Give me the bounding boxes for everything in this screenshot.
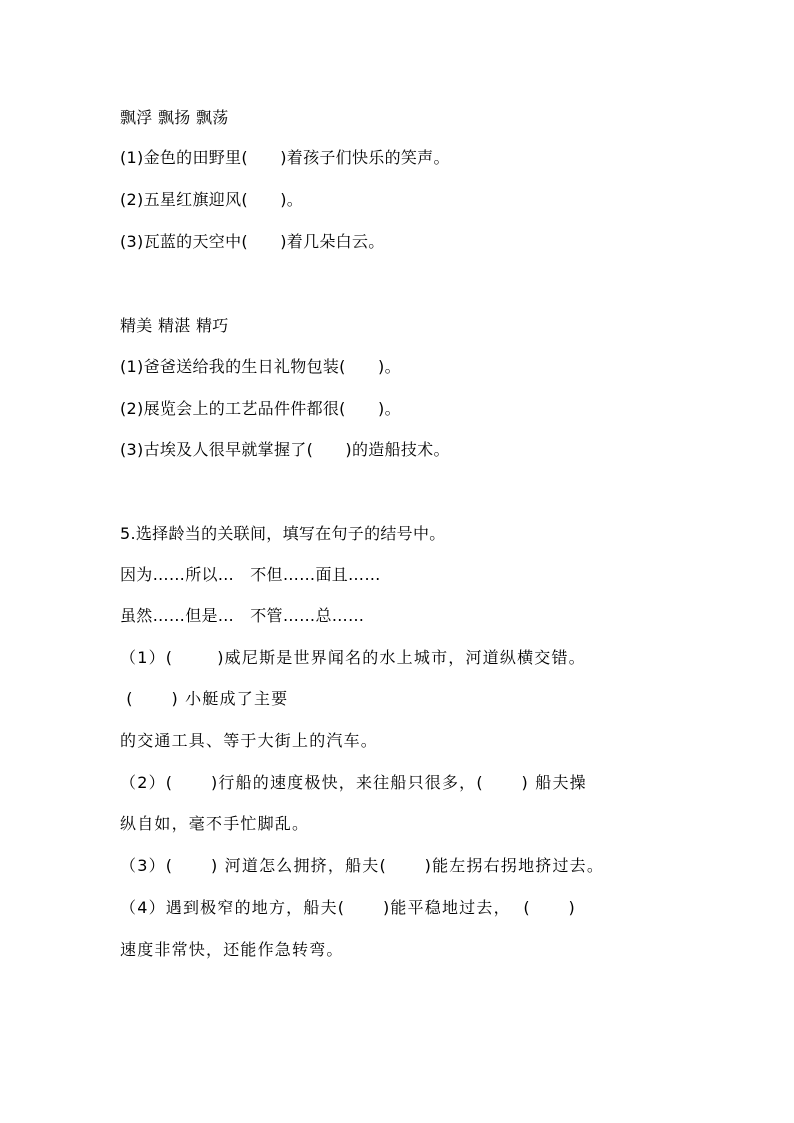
sentence-b2: (2)展览会上的工艺品件件都很( )。: [120, 399, 401, 418]
q5-line-3: 的交通工具、等于大街上的汽车。: [120, 731, 379, 750]
q5-line-2: ( ) 小艇成了主要: [120, 689, 289, 708]
sentence-a3: (3)瓦蓝的天空中( )着几朵白云。: [120, 232, 385, 251]
sentence-a2: (2)五星红旗迎风( )。: [120, 190, 304, 209]
conjunction-options-2: 虽然……但是… 不管……总……: [120, 606, 365, 625]
q5-line-8: 速度非常快，还能作急转弯。: [120, 940, 344, 959]
question-5-title: 5.选择龄当的关联间，填写在句子的结号中。: [120, 524, 446, 543]
q5-line-7: （4）遇到极窄的地方，船夫( )能平稳地过去， ( ): [120, 898, 576, 917]
sentence-b3: (3)古埃及人很早就掌握了( )的造船技术。: [120, 440, 450, 459]
q5-line-6: （3）( ) 河道怎么拥挤，船夫( )能左拐右拐地挤过去。: [120, 856, 605, 875]
q5-line-4: （2）( )行船的速度极快，来往船只很多，( ) 船夫操: [120, 773, 587, 792]
word-options-b: 精美 精湛 精巧: [120, 316, 229, 335]
conjunction-options-1: 因为……所以… 不但……面且……: [120, 565, 381, 584]
q5-line-1: （1）( )威尼斯是世界闻名的水上城市，河道纵横交错。: [120, 648, 586, 667]
sentence-a1: (1)金色的田野里( )着孩子们快乐的笑声。: [120, 148, 450, 167]
q5-line-5: 纵自如，毫不手忙脚乱。: [120, 814, 310, 833]
sentence-b1: (1)爸爸送给我的生日礼物包装( )。: [120, 357, 401, 376]
word-options-a: 飘浮 飘扬 飘荡: [120, 108, 229, 127]
